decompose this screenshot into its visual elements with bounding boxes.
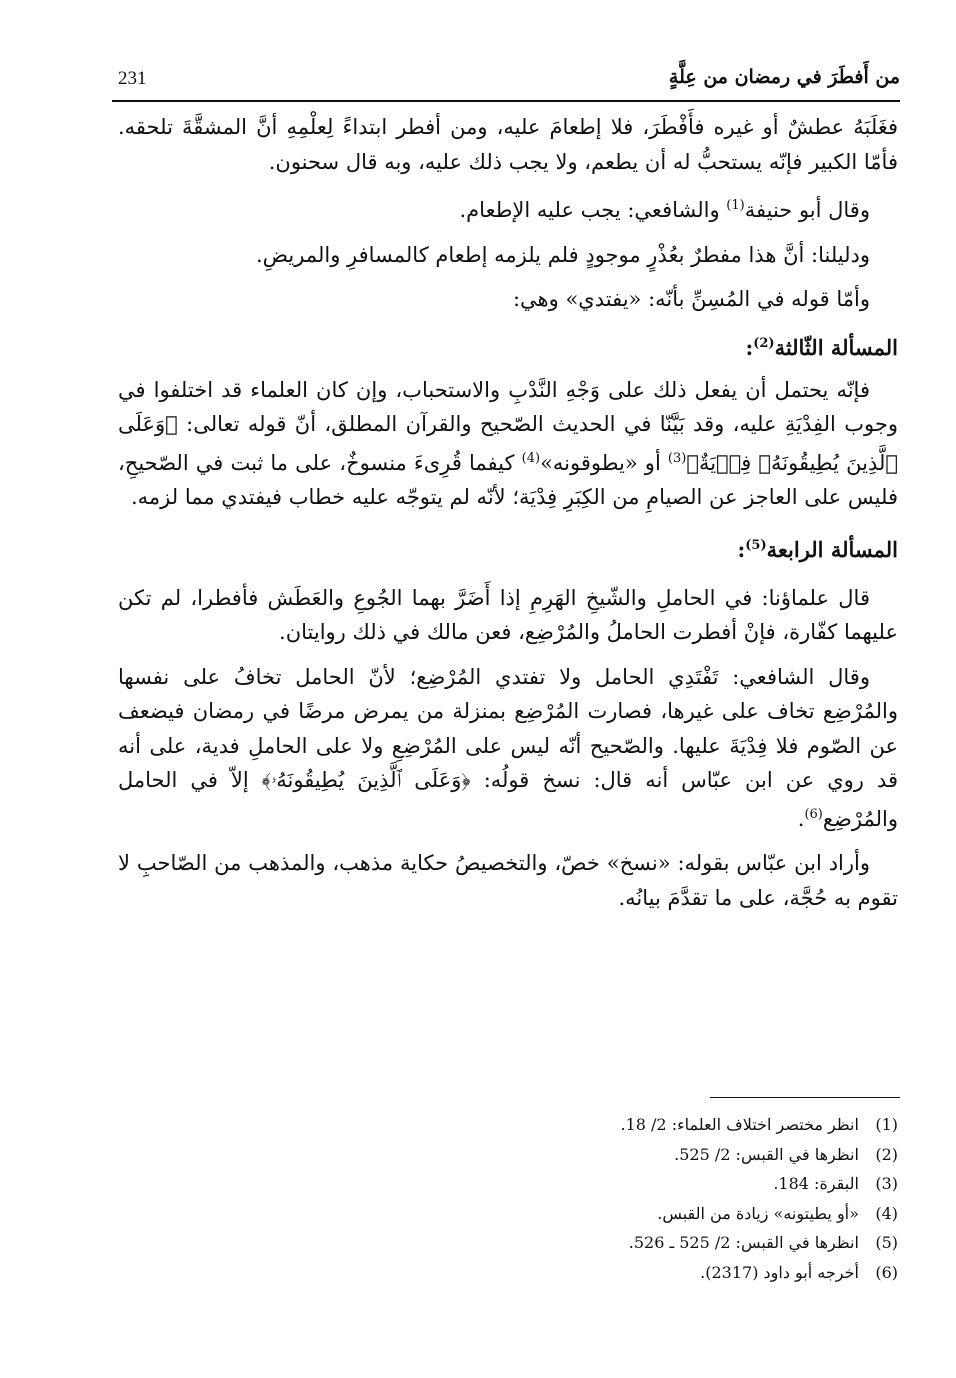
text-run: كيفما قُرِىءَ منسوخٌ، على ما ثبت في الصّحيحِ، فليس على العاجز عن الصيامِ من الكِبَرِ فِدْيَة؛ لأنّه لم يتوجّه عليه خطاب فيفتدي مما لزمه. — [118, 450, 898, 509]
section-heading — [118, 327, 898, 365]
paragraph: فغَلَبَهُ عطشٌ أو غيره فأَفْطَرَ، فلا إطعامَ عليه، ومن أفطر ابتداءً لِعلْمِهِ أنَّ المشقَّةَ تلحقه. فأمّا الكبير فإنّه يستحبُّ له أن يطعم، ولا يجب ذلك عليه، وبه قال سحنون. — [118, 115, 898, 174]
paragraph — [118, 660, 898, 837]
section-heading — [118, 529, 898, 567]
footnote-number: (2) — [875, 1144, 898, 1164]
footnote-text: انظرها في القبس: 2/ 525. — [674, 1144, 859, 1164]
footnote-number: (5) — [875, 1233, 898, 1252]
footnote-ref: (1) — [726, 198, 745, 213]
header-rule — [112, 100, 900, 102]
footnote — [400, 1140, 898, 1170]
footnote — [400, 1169, 898, 1199]
footnote-text: البقرة: 184. — [773, 1174, 859, 1193]
footnote — [400, 1199, 898, 1229]
text-run: . — [797, 806, 805, 831]
paragraph: ودليلنا: أنَّ هذا مفطرٌ بعُذْرٍ موجودٍ فلم يلزمه إطعام كالمسافرِ والمريضِ. — [255, 242, 870, 267]
footnote-number: (4) — [875, 1203, 898, 1223]
footnote — [400, 1228, 898, 1258]
footnote-ref: (5) — [745, 537, 767, 553]
footnote-rule — [710, 1097, 900, 1098]
text-run: وقال الشافعي: تَفْتَدِي الحامل ولا تفتدي المُرْضِع؛ لأنّ الحامل تخافُ على نفسها والمُرْضِع تخاف على غيرها، فصارت المُرْضِع بمنزلة من يمرض مرضًا في رمضان فيضعف عن الصّوم فلا فِدْيَةَ عليها. والصّحيح أنّه ليس على المُرْضِعِ ولا على الحاملِ فدية، على أنه قد روي عن ابن عبّاس أنه قال: نسخ قولُه: ﴿وَعَلَى ٱلَّذِينَ يُطِيقُونَهُۥ﴾ إلاّ في الحامل والمُرْضِع — [118, 664, 898, 831]
main-text — [118, 110, 898, 915]
text-run: وقال أبو حنيفة — [744, 198, 870, 222]
heading-text: المسألة الرابعة — [766, 536, 898, 562]
text-run: فإنّه يحتمل أن يفعل ذلك على وَجْهِ النَّدْبِ والاستحباب، وإن كان العلماء قد اختلفوا في وجوب الفِدْيَةِ عليه، وقد بَيَّنّا في الحديث الصّحيح والقرآن المطلق، أنّ قوله تعالى: ﴿وَعَلَى ٱلَّذِينَ يُطِيقُونَهُۥ فِدۡيَةٌ﴾ — [118, 377, 898, 475]
paragraph — [118, 373, 898, 515]
paragraph: وأراد ابن عبّاس بقوله: «نسخ» خصّ، والتخصيصُ حكاية مذهب، والمذهب من الصّاحبِ لا تقوم به حُجَّة، على ما تقدَّمَ بيانُه. — [118, 851, 898, 910]
page-number: 231 — [118, 68, 147, 89]
paragraph: وأمّا قوله في المُسِنِّ بأنّه: «يفتدي» وهي: — [512, 287, 870, 311]
page-header — [112, 62, 900, 102]
heading-text: المسألة الثّالثة — [774, 334, 898, 360]
heading-colon: : — [745, 334, 754, 360]
footnote — [400, 1110, 898, 1140]
text-run: والشافعي: يجب عليه الإطعام. — [459, 198, 727, 222]
footnote-ref: (4) — [521, 450, 541, 466]
footnote-text: انظر مختصر اختلاف العلماء: 2/ 18. — [620, 1115, 859, 1134]
paragraph: قال علماؤنا: في الحاملِ والشّيخِ الهَرِمِ إذا أَضَرَّ بهما الجُوعِ والعَطَش فأفطرا، لم تكن عليهما كفّارة، فإنْ أفطرت الحاملُ والمُرْضِع، فعن مالك في ذلك روايتان. — [118, 585, 898, 644]
paragraph — [118, 189, 898, 228]
footnote-number: (3) — [875, 1174, 898, 1193]
text-run: أو «يطوقونه» — [540, 450, 668, 475]
heading-colon: : — [737, 536, 746, 562]
footnote-ref: (2) — [753, 335, 775, 351]
footnote-text: انظرها في القبس: 2/ 525 ـ 526. — [628, 1233, 859, 1252]
footnote-number: (6) — [875, 1262, 898, 1282]
footnote-number: (1) — [875, 1115, 898, 1134]
footnote-ref: (3) — [667, 450, 687, 466]
footnote — [400, 1258, 898, 1288]
footnote-ref: (6) — [804, 806, 823, 822]
footnote-text: «أو يطيتونه» زيادة من القبس. — [657, 1203, 859, 1223]
footnote-text: أخرجه أبو داود (2317). — [700, 1262, 859, 1282]
footnotes — [400, 1110, 898, 1287]
running-title: من أَفطَرَ في رمضان من عِلَّةٍ — [668, 66, 900, 88]
